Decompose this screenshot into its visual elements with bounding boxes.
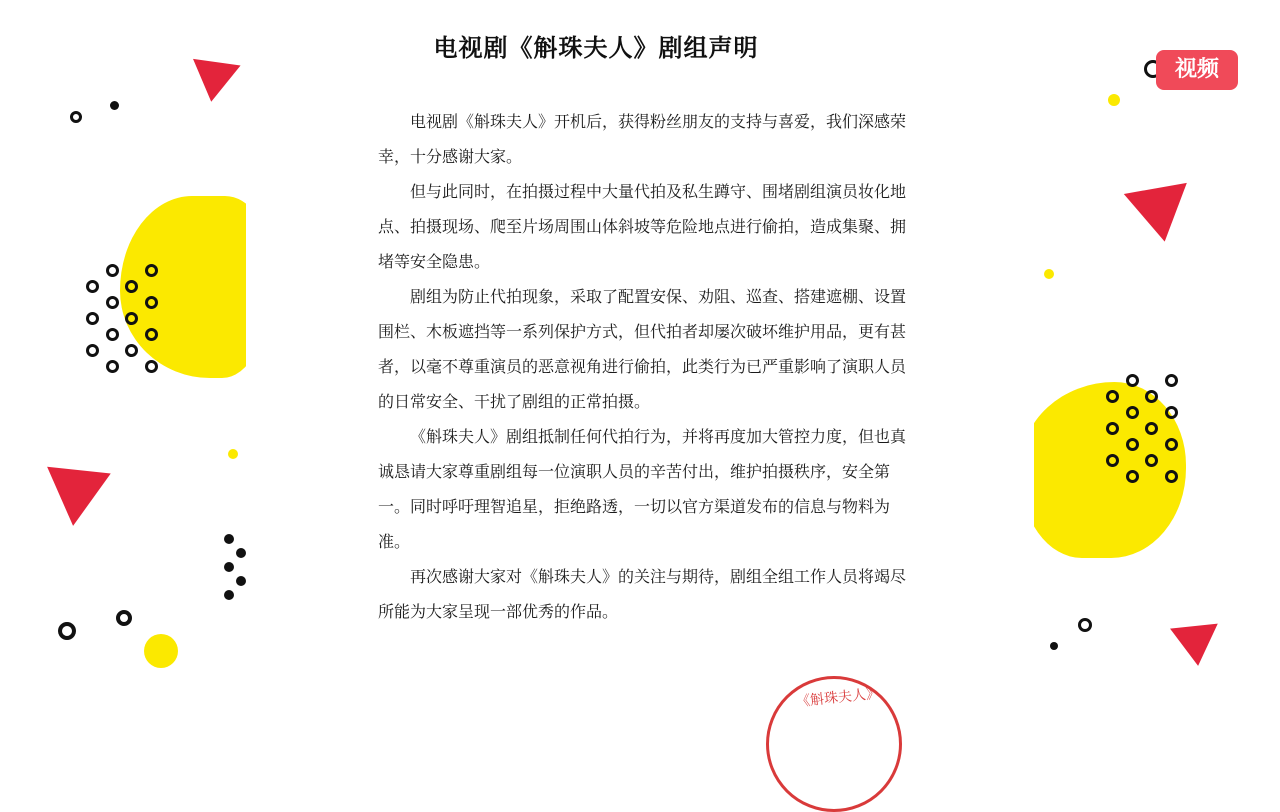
red-triangle-decoration	[1124, 183, 1196, 247]
ring-decoration	[1145, 454, 1158, 467]
ring-decoration	[1106, 454, 1119, 467]
ring-decoration	[86, 280, 99, 293]
document-title: 电视剧《斛珠夫人》剧组声明	[433, 34, 759, 62]
ring-decoration	[58, 622, 76, 640]
dot-decoration	[224, 590, 234, 600]
red-triangle-decoration	[1170, 624, 1222, 669]
paragraph: 《斛珠夫人》剧组抵制任何代拍行为，并将再度加大管控力度，但也真诚恳请大家尊重剧组每一位演职人员的辛苦付出，维护拍摄秩序，安全第一。同时呼吁理智追星，拒绝路透，一切以官方渠道发布的信息与物料为准。	[378, 427, 907, 551]
ring-decoration	[1126, 470, 1139, 483]
ring-decoration	[145, 296, 158, 309]
ring-decoration	[106, 360, 119, 373]
dot-decoration	[144, 634, 178, 668]
ring-decoration	[145, 264, 158, 277]
paragraph: 但与此同时，在拍摄过程中大量代拍及私生蹲守、围堵剧组演员妆化地点、拍摄现场、爬至片场周围山体斜坡等危险地点进行偷拍，造成集聚、拥堵等安全隐患。	[378, 182, 907, 271]
ring-decoration	[125, 280, 138, 293]
ring-decoration	[86, 312, 99, 325]
ring-decoration	[1165, 406, 1178, 419]
red-triangle-decoration	[41, 467, 111, 529]
paragraph: 再次感谢大家对《斛珠夫人》的关注与期待，剧组全组工作人员将竭尽所能为大家呈现一部优秀的作品。	[378, 567, 907, 621]
dot-decoration	[224, 534, 234, 544]
dot-decoration	[236, 548, 246, 558]
ring-decoration	[1106, 422, 1119, 435]
dot-decoration	[1108, 94, 1120, 106]
ring-decoration	[125, 344, 138, 357]
ring-decoration	[1165, 438, 1178, 451]
paragraph: 电视剧《斛珠夫人》开机后，获得粉丝朋友的支持与喜爱，我们深感荣幸，十分感谢大家。	[378, 112, 907, 166]
dot-decoration	[110, 101, 119, 110]
ring-decoration	[116, 610, 132, 626]
ring-decoration	[1165, 374, 1178, 387]
dot-decoration	[1050, 642, 1058, 650]
ring-decoration	[70, 111, 82, 123]
document-body	[378, 104, 918, 629]
ring-decoration	[125, 312, 138, 325]
red-seal-stamp	[766, 676, 902, 812]
seal-text: 《斛珠夫人》	[795, 685, 881, 711]
ring-decoration	[1165, 470, 1178, 483]
yellow-blob-right	[1020, 382, 1186, 558]
dot-decoration	[228, 449, 238, 459]
ring-decoration	[1106, 390, 1119, 403]
ring-decoration	[106, 296, 119, 309]
ring-decoration	[106, 264, 119, 277]
red-triangle-decoration	[187, 59, 240, 105]
ring-decoration	[86, 344, 99, 357]
ring-decoration	[1126, 374, 1139, 387]
ring-decoration	[1145, 390, 1158, 403]
statement-document	[246, 0, 1034, 720]
ring-decoration	[145, 328, 158, 341]
ring-decoration	[1126, 406, 1139, 419]
dot-decoration	[1044, 269, 1054, 279]
ring-decoration	[145, 360, 158, 373]
ring-decoration	[1078, 618, 1092, 632]
video-logo: 视频	[1156, 50, 1238, 90]
ring-decoration	[106, 328, 119, 341]
ring-decoration	[1126, 438, 1139, 451]
paragraph: 剧组为防止代拍现象，采取了配置安保、劝阻、巡查、搭建遮棚、设置围栏、木板遮挡等一系列保护方式，但代拍者却屡次破坏维护用品，更有甚者，以毫不尊重演员的恶意视角进行偷拍，此类行为已严重影响了演职人员的日常安全、干扰了剧组的正常拍摄。	[378, 287, 907, 411]
dot-decoration	[224, 562, 234, 572]
dot-decoration	[236, 576, 246, 586]
ring-decoration	[1145, 422, 1158, 435]
